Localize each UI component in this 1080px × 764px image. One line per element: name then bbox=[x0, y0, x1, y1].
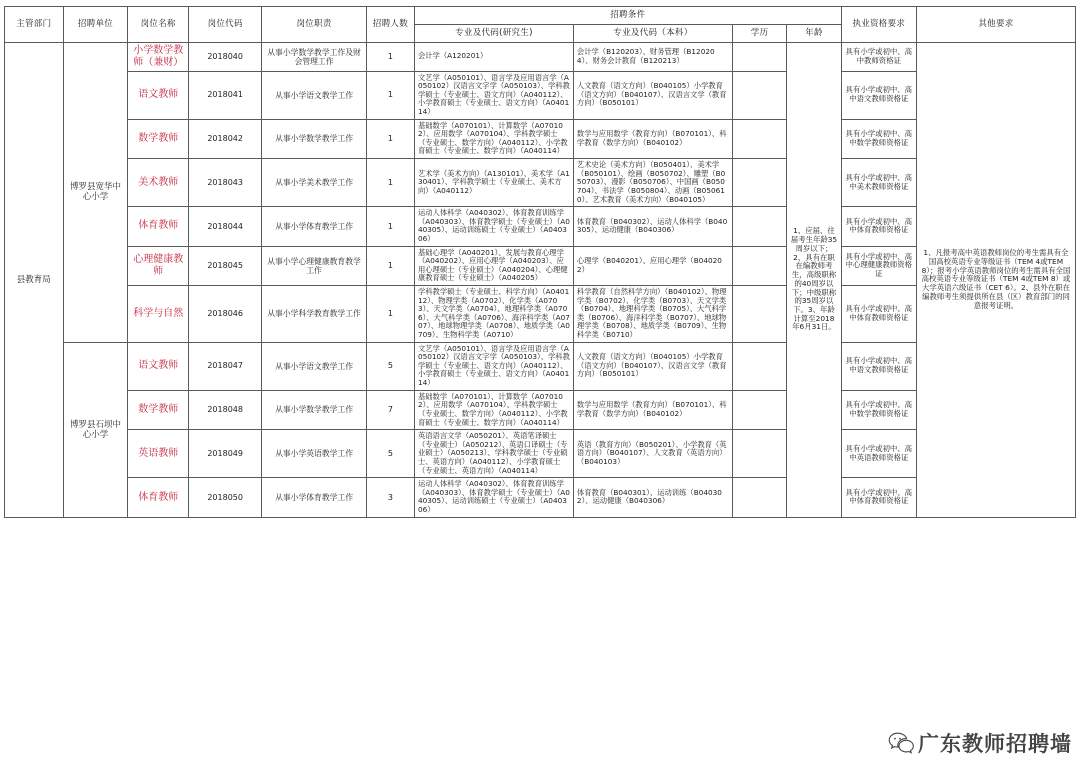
cell-major-graduate: 基础数学（A070101）、计算数学（A070102）、应用数学（A070104）、学科教学硕士（专业硕士、数学方向）（A040112）、小学教育硕士（专业硕士、数学方向）（A040114） bbox=[414, 390, 573, 429]
cell-education bbox=[732, 246, 786, 285]
cell-duty: 从事小学心理健康教育教学工作 bbox=[262, 246, 367, 285]
cell-duty: 从事小学数学教学工作 bbox=[262, 119, 367, 158]
cell-headcount: 1 bbox=[366, 286, 414, 343]
cell-major-undergraduate: 人文教育（语文方向）（B040105）小学教育（语文方向）（B040107）、汉语言文学（教育方向）（B050101） bbox=[573, 342, 732, 390]
header-number: 招聘人数 bbox=[366, 7, 414, 43]
cell-post-code: 2018047 bbox=[189, 342, 262, 390]
table-row bbox=[5, 478, 1076, 517]
cell-major-graduate: 运动人体科学（A040302）、体育教育训练学（A040303）、体育教学硕士（专业硕士）（A040305）、运动训练硕士（专业硕士）（A040306） bbox=[414, 478, 573, 517]
cell-education bbox=[732, 71, 786, 119]
cell-post-name: 体育教师 bbox=[128, 478, 189, 517]
header-conditions: 招聘条件 bbox=[414, 7, 841, 25]
cell-duty: 从事小学语文教学工作 bbox=[262, 342, 367, 390]
cell-education bbox=[732, 119, 786, 158]
header-major-graduate: 专业及代码(研究生) bbox=[414, 25, 573, 43]
cell-post-code: 2018041 bbox=[189, 71, 262, 119]
cell-certificate: 具有小学或初中、高中体育教师资格证 bbox=[841, 207, 916, 246]
cell-certificate: 具有小学或初中、高中语文教师资格证 bbox=[841, 342, 916, 390]
cell-education bbox=[732, 478, 786, 517]
recruitment-table bbox=[4, 6, 1076, 518]
header-dept: 主管部门 bbox=[5, 7, 64, 43]
cell-post-code: 2018043 bbox=[189, 159, 262, 207]
cell-post-code: 2018050 bbox=[189, 478, 262, 517]
cell-certificate: 具有小学或初中、高中美术教师资格证 bbox=[841, 159, 916, 207]
cell-major-graduate: 英语语言文学（A050201）、英语笔译硕士（专业硕士）（A050212）、英语口译硕士（专业硕士）（A050213）、学科教学硕士（专业硕士、英语方向）（A040112）、小学教育硕士（专业硕士、英语方向）（A040114） bbox=[414, 430, 573, 478]
watermark bbox=[888, 728, 1072, 758]
table-row bbox=[5, 390, 1076, 429]
cell-major-undergraduate: 心理学（B040201）、应用心理学（B040202） bbox=[573, 246, 732, 285]
header-education: 学历 bbox=[732, 25, 786, 43]
cell-major-undergraduate: 数学与应用数学（教育方向）（B070101）、科学教育（数学方向）（B040102） bbox=[573, 119, 732, 158]
cell-department: 县教育局 bbox=[5, 43, 64, 518]
header-age: 年龄 bbox=[787, 25, 841, 43]
cell-headcount: 1 bbox=[366, 43, 414, 72]
cell-post-name: 语文教师 bbox=[128, 71, 189, 119]
cell-certificate: 具有小学或初中、高中数学教师资格证 bbox=[841, 119, 916, 158]
cell-major-graduate: 基础数学（A070101）、计算数学（A070102）、应用数学（A070104）、学科教学硕士（专业硕士、数学方向）（A040112）、小学教育硕士（专业硕士、数学方向）（A040114） bbox=[414, 119, 573, 158]
cell-education bbox=[732, 390, 786, 429]
cell-major-undergraduate: 科学教育（自然科学方向）（B040102）、物理学类（B0702）、化学类（B0703）、天文学类（B0704）、地理科学类（B0705）、大气科学类（B0706）、海洋科学类（B0707）、地球物理学类（B0708）、地质学类（B0709）、生物科学类（B0710） bbox=[573, 286, 732, 343]
cell-certificate: 具有小学或初中、高中体育教师资格证 bbox=[841, 478, 916, 517]
cell-unit: 博罗县宽华中心小学 bbox=[63, 43, 128, 343]
cell-post-code: 2018046 bbox=[189, 286, 262, 343]
table-row bbox=[5, 430, 1076, 478]
cell-certificate: 具有小学或初中、高中体育教师资格证 bbox=[841, 286, 916, 343]
cell-certificate: 具有小学或初中、高中心理健康教师资格证 bbox=[841, 246, 916, 285]
cell-education bbox=[732, 286, 786, 343]
cell-other-requirement: 1、凡报考高中英语教师岗位的考生需具有全国高校英语专业等级证书（TEM 4或TEM 8）；报考小学英语教师岗位的考生需具有全国高校英语专业等级证书（TEM 4或TEM 8）或大学英语六级证书（CET 6）。2、县外在职在编教师考生须提供所在县（区）教育部门的同意报考证明。 bbox=[916, 43, 1075, 518]
cell-certificate: 具有小学或初中、高中教师资格证 bbox=[841, 43, 916, 72]
cell-major-undergraduate: 人文教育（语文方向）（B040105）小学教育（语文方向）（B040107）、汉语言文学（教育方向）（B050101） bbox=[573, 71, 732, 119]
cell-education bbox=[732, 159, 786, 207]
cell-major-undergraduate: 数学与应用数学（教育方向）（B070101）、科学教育（数学方向）（B040102） bbox=[573, 390, 732, 429]
cell-education bbox=[732, 207, 786, 246]
cell-post-name: 语文教师 bbox=[128, 342, 189, 390]
cell-duty: 从事小学数学教学工作 bbox=[262, 390, 367, 429]
cell-duty: 从事小学语文教学工作 bbox=[262, 71, 367, 119]
cell-major-graduate: 运动人体科学（A040302）、体育教育训练学（A040303）、体育教学硕士（专业硕士）（A040305）、运动训练硕士（专业硕士）（A040306） bbox=[414, 207, 573, 246]
cell-post-name: 体育教师 bbox=[128, 207, 189, 246]
cell-headcount: 1 bbox=[366, 71, 414, 119]
cell-certificate: 具有小学或初中、高中英语教师资格证 bbox=[841, 430, 916, 478]
cell-duty: 从事小学美术教学工作 bbox=[262, 159, 367, 207]
cell-major-graduate: 学科教学硕士（专业硕士、科学方向）（A040112）、物理学类（A0702）、化学类（A0703）、天文学类（A0704）、地理科学类（A0706）、大气科学类（A0706）、海洋科学类（A0707）、地球物理学类（A0708）、地质学类（A0709）、生物科学类（A0710） bbox=[414, 286, 573, 343]
cell-major-undergraduate: 英语（教育方向）（B050201）、小学教育（英语方向）（B040107）、人文教育（英语方向）（B040103） bbox=[573, 430, 732, 478]
cell-duty: 从事小学数学教学工作及财会管理工作 bbox=[262, 43, 367, 72]
table-header bbox=[5, 7, 1076, 43]
table-row bbox=[5, 342, 1076, 390]
cell-age-requirement: 1、应届、往届考生年龄35周岁以下；2、具有在职在编教师考生，高级职称的40周岁以下；中级职称的35周岁以下。3、年龄计算至2018年6月31日。 bbox=[787, 43, 841, 518]
cell-headcount: 3 bbox=[366, 478, 414, 517]
cell-headcount: 1 bbox=[366, 246, 414, 285]
cell-post-name: 心理健康教师 bbox=[128, 246, 189, 285]
table-row bbox=[5, 159, 1076, 207]
header-code: 岗位代码 bbox=[189, 7, 262, 43]
cell-post-name: 小学数学教师（兼财） bbox=[128, 43, 189, 72]
table-row bbox=[5, 207, 1076, 246]
table-row bbox=[5, 119, 1076, 158]
cell-major-undergraduate: 体育教育（B040302）、运动人体科学（B040305）、运动健康（B040306） bbox=[573, 207, 732, 246]
cell-post-name: 英语教师 bbox=[128, 430, 189, 478]
cell-duty: 从事小学英语教学工作 bbox=[262, 430, 367, 478]
cell-post-code: 2018048 bbox=[189, 390, 262, 429]
table-row bbox=[5, 246, 1076, 285]
cell-headcount: 1 bbox=[366, 159, 414, 207]
cell-post-code: 2018045 bbox=[189, 246, 262, 285]
header-certificate: 执业资格要求 bbox=[841, 7, 916, 43]
cell-headcount: 5 bbox=[366, 430, 414, 478]
cell-education bbox=[732, 43, 786, 72]
header-row-top bbox=[5, 7, 1076, 25]
cell-duty: 从事小学体育教学工作 bbox=[262, 207, 367, 246]
header-unit: 招聘单位 bbox=[63, 7, 128, 43]
cell-headcount: 1 bbox=[366, 207, 414, 246]
cell-post-name: 科学与自然 bbox=[128, 286, 189, 343]
cell-major-graduate: 文艺学（A050101）、语言学及应用语言学（A050102）汉语言文字学（A050103）、学科教学硕士（专业硕士、语文方向）（A040112）、小学教育硕士（专业硕士、语文方向）（A040114） bbox=[414, 342, 573, 390]
cell-major-graduate: 基础心理学（A040201）、发展与教育心理学（A040202）、应用心理学（A040203）、应用心理硕士（专业硕士）（A040204）、心理健康教育硕士（专业硕士）（A040205） bbox=[414, 246, 573, 285]
header-other: 其他要求 bbox=[916, 7, 1075, 43]
header-major-undergraduate: 专业及代码（本科） bbox=[573, 25, 732, 43]
cell-headcount: 1 bbox=[366, 119, 414, 158]
cell-post-name: 美术教师 bbox=[128, 159, 189, 207]
table-row bbox=[5, 286, 1076, 343]
cell-major-undergraduate: 艺术史论（美术方向）（B050401）、美术学（B050101）、绘画（B050702）、雕塑（B050703）、漫影（B050706）、中国画（B050704）、书法学（B050804）、动画（B050610）、艺术教育（美术方向）（B040105） bbox=[573, 159, 732, 207]
cell-post-code: 2018044 bbox=[189, 207, 262, 246]
table-row bbox=[5, 43, 1076, 72]
cell-post-name: 数学教师 bbox=[128, 119, 189, 158]
cell-major-graduate: 艺术学（美术方向）（A130101）、美术学（A130401）、学科教学硕士（专业硕士、美术方向）（A040112） bbox=[414, 159, 573, 207]
cell-duty: 从事小学体育教学工作 bbox=[262, 478, 367, 517]
cell-headcount: 5 bbox=[366, 342, 414, 390]
cell-post-code: 2018042 bbox=[189, 119, 262, 158]
cell-major-undergraduate: 体育教育（B040301）、运动训练（B040302）、运动健康（B040306） bbox=[573, 478, 732, 517]
wechat-icon bbox=[888, 732, 914, 754]
header-duty: 岗位职责 bbox=[262, 7, 367, 43]
cell-post-name: 数学教师 bbox=[128, 390, 189, 429]
table-row bbox=[5, 71, 1076, 119]
cell-major-undergraduate: 会计学（B120203）、财务管理（B120204）、财务会计教育（B120213） bbox=[573, 43, 732, 72]
cell-post-code: 2018040 bbox=[189, 43, 262, 72]
cell-post-code: 2018049 bbox=[189, 430, 262, 478]
watermark-label: 广东教师招聘墙 bbox=[918, 732, 1072, 756]
cell-unit: 博罗县石坝中心小学 bbox=[63, 342, 128, 517]
cell-duty: 从事小学科学教育教学工作 bbox=[262, 286, 367, 343]
table-body bbox=[5, 43, 1076, 518]
cell-major-graduate: 会计学（A120201） bbox=[414, 43, 573, 72]
cell-major-graduate: 文艺学（A050101）、语言学及应用语言学（A050102）汉语言文字学（A050103）、学科教学硕士（专业硕士、语文方向）（A040112）、小学教育硕士（专业硕士、语文方向）（A040114） bbox=[414, 71, 573, 119]
cell-headcount: 7 bbox=[366, 390, 414, 429]
header-post: 岗位名称 bbox=[128, 7, 189, 43]
cell-certificate: 具有小学或初中、高中语文教师资格证 bbox=[841, 71, 916, 119]
cell-education bbox=[732, 430, 786, 478]
cell-education bbox=[732, 342, 786, 390]
cell-certificate: 具有小学或初中、高中数学教师资格证 bbox=[841, 390, 916, 429]
